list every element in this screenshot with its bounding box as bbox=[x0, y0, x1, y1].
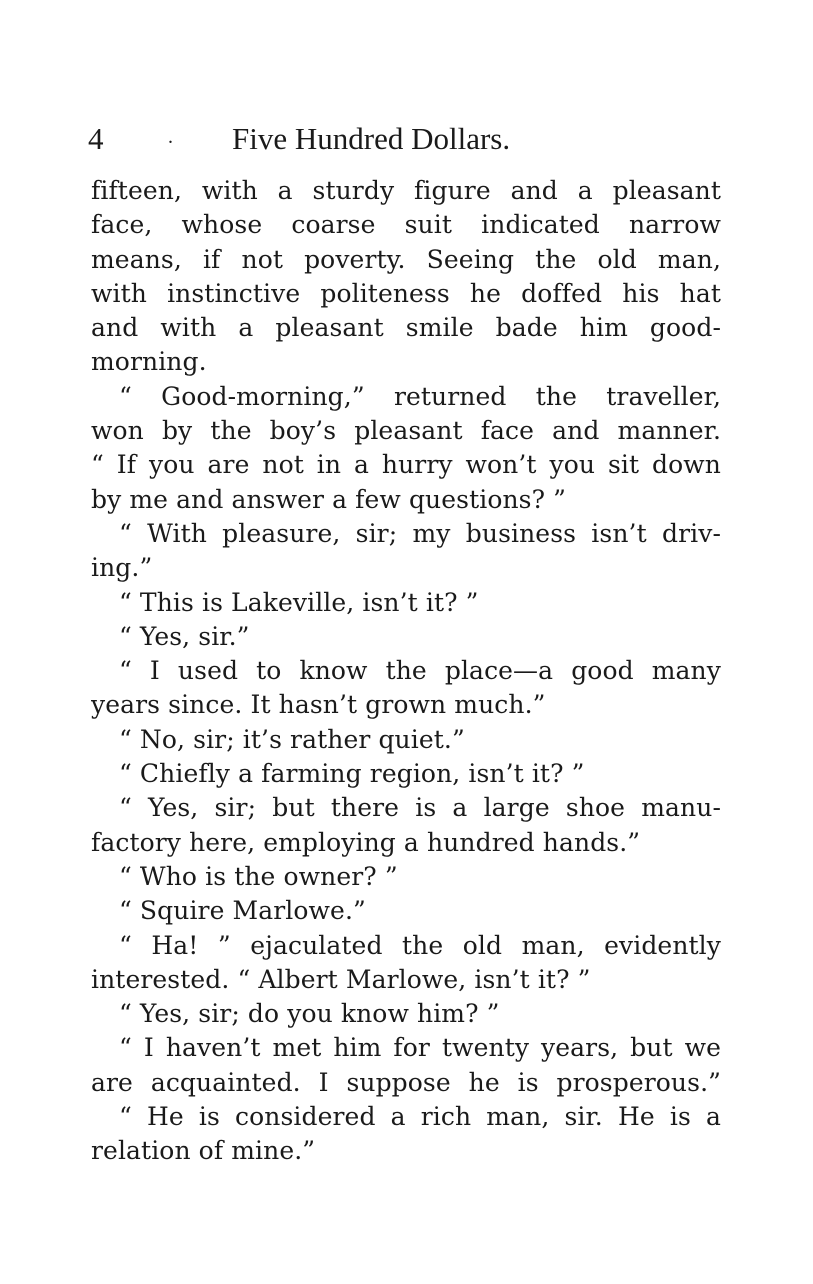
text-line: ing.” bbox=[91, 553, 153, 583]
text-line: and with a pleasant smile bade him good- bbox=[91, 313, 721, 343]
body-text bbox=[91, 174, 721, 1169]
text-line: relation of mine.” bbox=[91, 1136, 316, 1166]
text-line: “ I used to know the place—a good many bbox=[119, 656, 721, 686]
header-separator: . bbox=[168, 126, 173, 148]
text-line: years since. It hasn’t grown much.” bbox=[91, 690, 546, 720]
text-line: means, if not poverty. Seeing the old man, bbox=[91, 244, 721, 274]
text-line: “ He is considered a rich man, sir. He is a bbox=[119, 1102, 721, 1132]
text-line: “ I haven’t met him for twenty years, but we bbox=[119, 1033, 721, 1063]
text-line: “ Yes, sir.” bbox=[119, 621, 250, 651]
text-line: face, whose coarse suit indicated narrow bbox=[91, 210, 721, 240]
text-line: “ Yes, sir; but there is a large shoe manu- bbox=[119, 793, 721, 823]
text-line: “ Yes, sir; do you know him? ” bbox=[119, 999, 500, 1029]
text-line: morning. bbox=[91, 347, 207, 377]
running-head bbox=[88, 118, 728, 160]
text-line: with instinctive politeness he doffed his hat bbox=[91, 278, 721, 308]
text-line: “ If you are not in a hurry won’t you sit down bbox=[91, 450, 721, 480]
text-line: “ Ha! ” ejaculated the old man, evidently bbox=[119, 930, 721, 960]
text-line: “ This is Lakeville, isn’t it? ” bbox=[119, 587, 479, 617]
text-line: won by the boy’s pleasant face and manner. bbox=[91, 416, 721, 446]
text-line: “ Squire Marlowe.” bbox=[119, 896, 366, 926]
text-line: are acquainted. I suppose he is prosperous.” bbox=[91, 1067, 721, 1097]
text-line: factory here, employing a hundred hands.” bbox=[91, 827, 641, 857]
text-line: “ Who is the owner? ” bbox=[119, 861, 398, 891]
text-line: “ No, sir; it’s rather quiet.” bbox=[119, 724, 465, 754]
text-line: interested. “ Albert Marlowe, isn’t it? ” bbox=[91, 964, 591, 994]
page-number: 4 bbox=[88, 121, 104, 156]
text-line: by me and answer a few questions? ” bbox=[91, 484, 567, 514]
text-line: fifteen, with a sturdy figure and a pleasant bbox=[91, 176, 721, 205]
text-line: “ Chiefly a farming region, isn’t it? ” bbox=[119, 759, 585, 789]
text-line: “ Good-morning,” returned the traveller, bbox=[119, 381, 721, 411]
text-line: “ With pleasure, sir; my business isn’t driv- bbox=[119, 518, 721, 548]
running-title: Five Hundred Dollars. bbox=[232, 121, 511, 156]
